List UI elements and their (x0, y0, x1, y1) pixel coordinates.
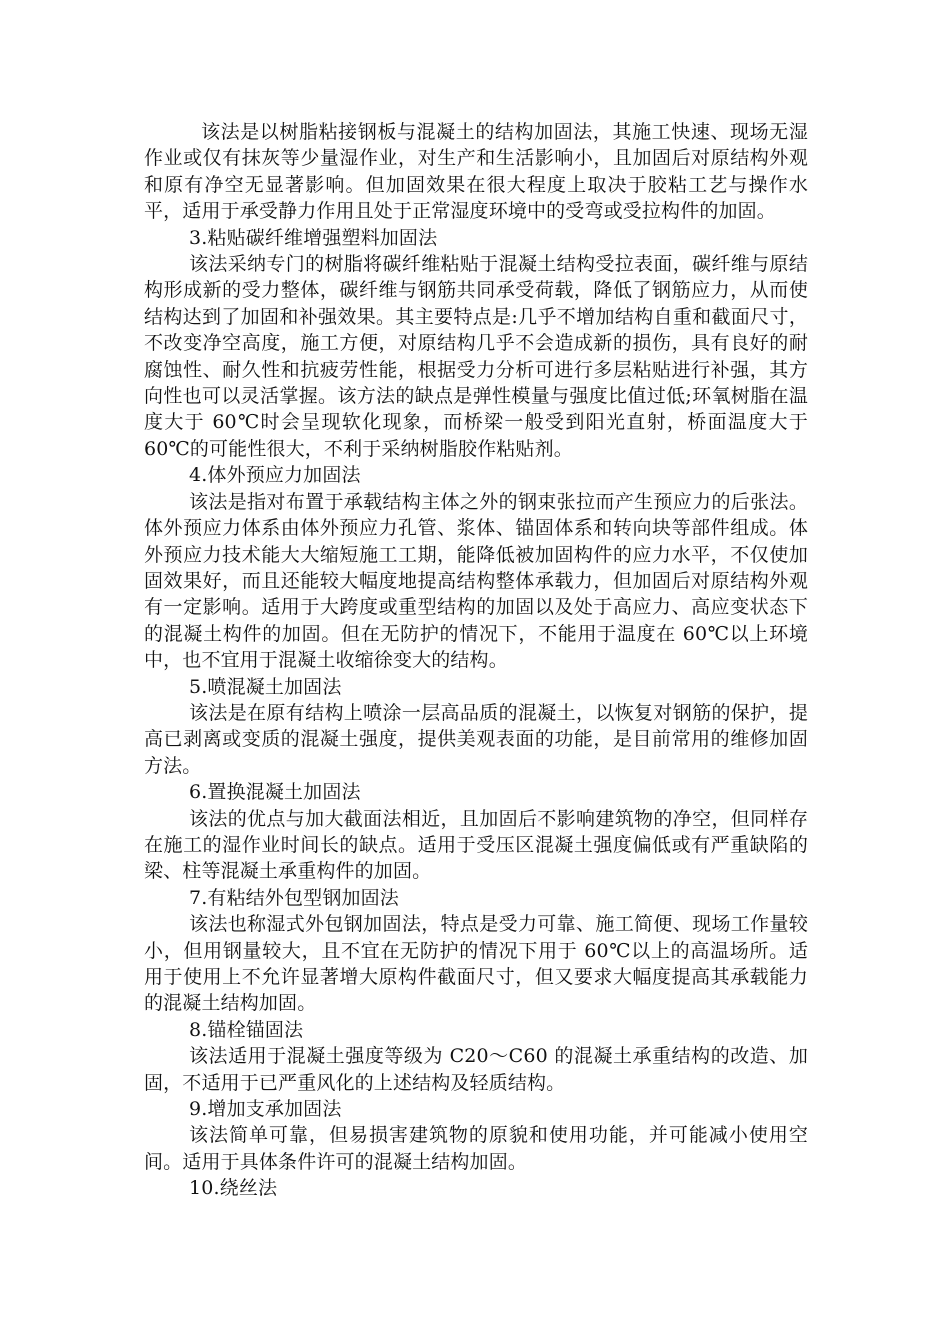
heading-added-support-method: 9.增加支承加固法 (189, 1098, 342, 1121)
paragraph-anchor-bolt-method: 该法适用于混凝土强度等级为 C20～C60 的混凝土承重结构的改造、加固，不适用于已严重风化的上述结构及轻质结构。 (144, 1045, 808, 1094)
paragraph-sprayed-concrete-method: 该法是在原有结构上喷涂一层高品质的混凝土，以恢复对钢筋的保护，提高已剥离或变质的混凝土强度，提供美观表面的功能，是目前常用的维修加固方法。 (144, 701, 808, 777)
document-body (144, 119, 808, 1202)
heading-sprayed-concrete-method: 5.喷混凝土加固法 (189, 675, 342, 698)
paragraph-bonded-steel-jacket-method: 该法也称湿式外包钢加固法，特点是受力可靠、施工简便、现场工作量较小，但用钢量较大，且不宜在无防护的情况下用于 60℃以上的高温场所。适用于使用上不允许显著增大原构件截面尺寸，但又要求大幅度提高其承载能力的混凝土结构加固。 (144, 913, 808, 1015)
heading-anchor-bolt-method: 8.锚栓锚固法 (189, 1018, 304, 1041)
heading-external-prestress-method: 4.体外预应力加固法 (189, 464, 361, 487)
paragraph-concrete-replacement-method: 该法的优点与加大截面法相近，且加固后不影响建筑物的净空，但同样存在施工的湿作业时间长的缺点。适用于受压区混凝土强度偏低或有严重缺陷的梁、柱等混凝土承重构件的加固。 (144, 807, 808, 883)
heading-bonded-steel-jacket-method: 7.有粘结外包型钢加固法 (189, 886, 399, 909)
paragraph-steel-plate-bonding: 该法是以树脂粘接钢板与混凝土的结构加固法，其施工快速、现场无湿作业或仅有抹灰等少量湿作业，对生产和生活影响小，且加固后对原结构外观和原有净空无显著影响。但加固效果在很大程度上取决于胶粘工艺与操作水平，适用于承受静力作用且处于正常湿度环境中的受弯或受拉构件的加固。 (144, 121, 808, 223)
heading-wire-wrapping-method: 10.绕丝法 (189, 1177, 278, 1200)
heading-carbon-fiber-method: 3.粘贴碳纤维增强塑料加固法 (189, 226, 438, 249)
paragraph-added-support-method: 该法简单可靠，但易损害建筑物的原貌和使用功能，并可能减小使用空间。适用于具体条件许可的混凝土结构加固。 (144, 1124, 808, 1173)
heading-concrete-replacement-method: 6.置换混凝土加固法 (189, 781, 361, 804)
paragraph-external-prestress-method: 该法是指对布置于承载结构主体之外的钢束张拉而产生预应力的后张法。体外预应力体系由体外预应力孔管、浆体、锚固体系和转向块等部件组成。体外预应力技术能大大缩短施工工期，能降低被加固构件的应力水平，不仅使加固效果好，而且还能较大幅度地提高结构整体承载力，但加固后对原结构外观有一定影响。适用于大跨度或重型结构的加固以及处于高应力、高应变状态下的混凝土构件的加固。但在无防护的情况下，不能用于温度在 60℃以上环境中，也不宜用于混凝土收缩徐变大的结构。 (144, 490, 808, 672)
paragraph-carbon-fiber-method: 该法采纳专门的树脂将碳纤维粘贴于混凝土结构受拉表面，碳纤维与原结构形成新的受力整体，碳纤维与钢筋共同承受荷载，降低了钢筋应力，从而使结构达到了加固和补强效果。其主要特点是:几乎不增加结构自重和截面尺寸，不改变净空高度，施工方便，对原结构几乎不会造成新的损伤，具有良好的耐腐蚀性、耐久性和抗疲劳性能，根据受力分析可进行多层粘贴进行补强，其方向性也可以灵活掌握。该方法的缺点是弹性模量与强度比值过低;环氧树脂在温度大于 60℃时会呈现软化现象，而桥梁一般受到阳光直射，桥面温度大于 60℃的可能性很大，不利于采纳树脂胶作粘贴剂。 (144, 253, 808, 460)
